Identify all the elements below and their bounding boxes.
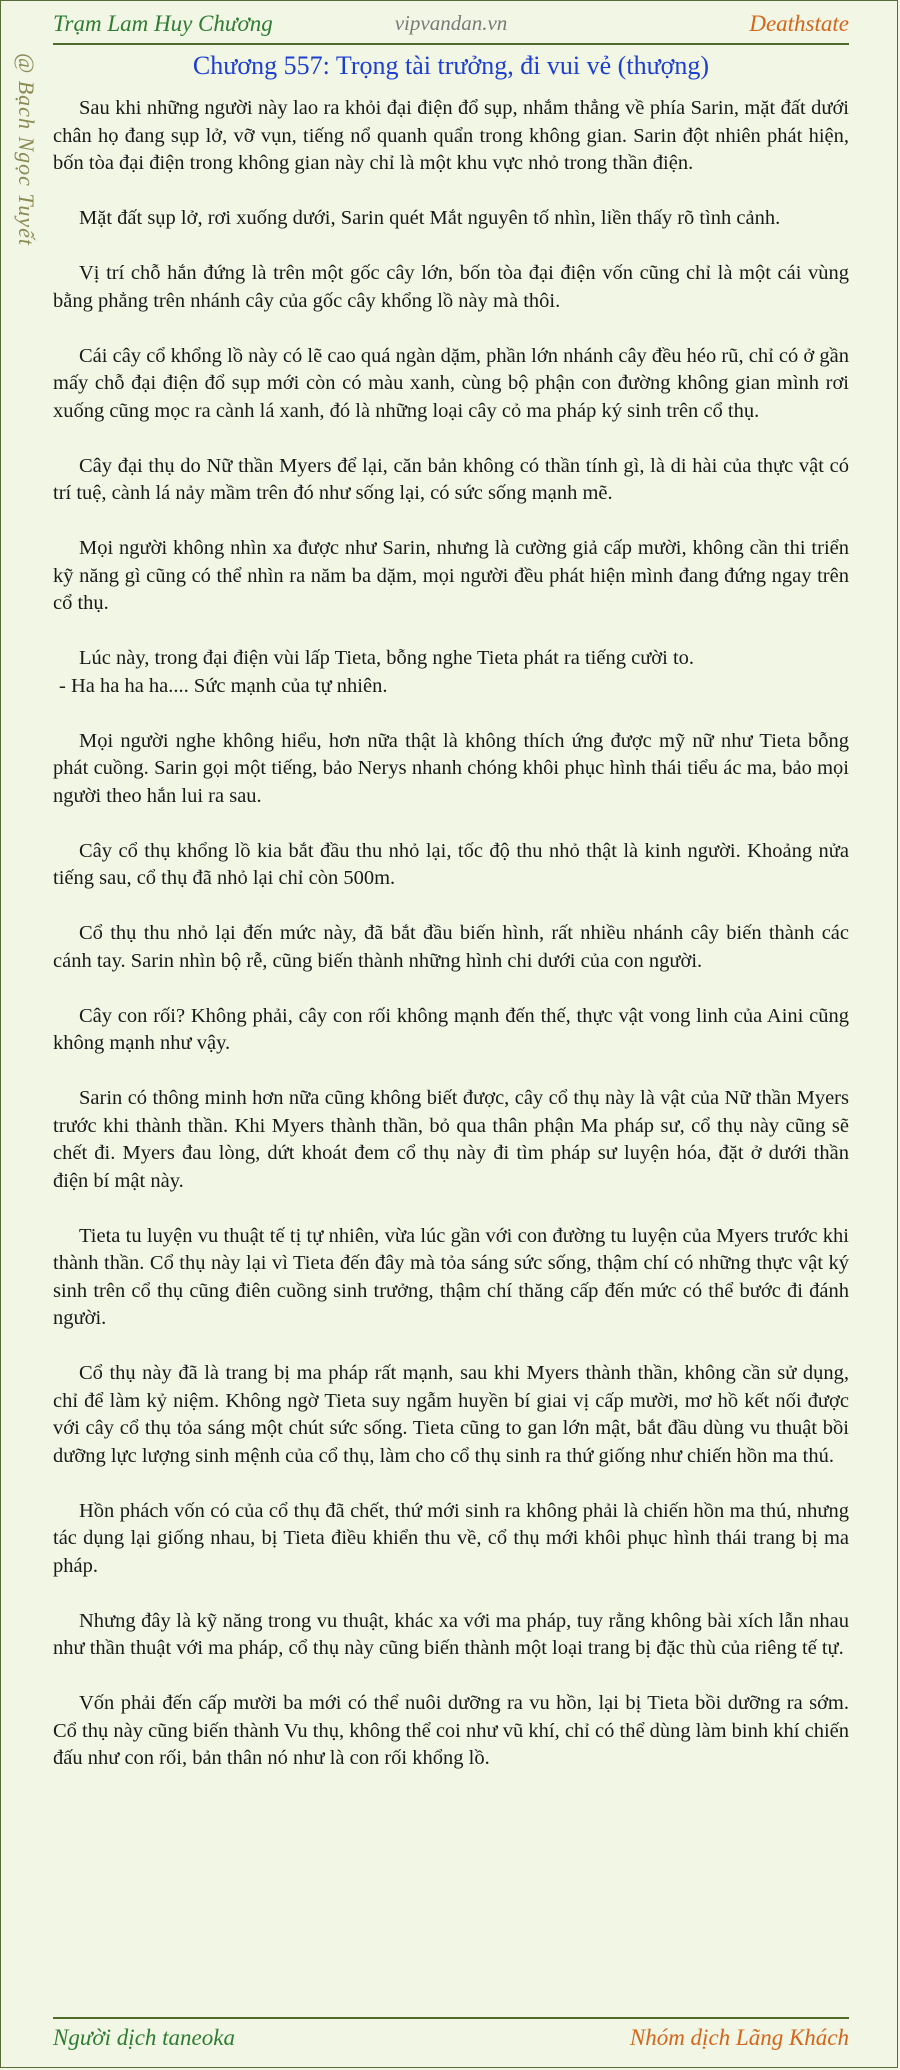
- paragraph: Hồn phách vốn có của cổ thụ đã chết, thứ mới sinh ra không phải là chiến hồn ma thú, nhưng tác dụng lại giống nhau, bị Tieta điều khiển thu về, cổ thụ mới khôi phục hình thái trang bị ma pháp.: [53, 1499, 849, 1577]
- paragraph: Sarin có thông minh hơn nữa cũng không biết được, cây cổ thụ này là vật của Nữ thần Myers trước khi thành thần. Khi Myers thành thần, bỏ qua thân phận Ma pháp sư, cổ thụ này cũng sẽ chết đi. Myers đau lòng, dứt khoát đem cổ thụ này đi tìm pháp sư luyện hóa, đặt ở dưới thần điện bí mật này.: [53, 1087, 849, 1192]
- paragraph: Mọi người không nhìn xa được như Sarin, nhưng là cường giả cấp mười, không cần thi triển kỹ năng gì cũng có thể nhìn ra năm ba dặm, mọi người đều phát hiện mình đang đứng ngay trên cổ thụ.: [53, 537, 849, 614]
- paragraph: Vốn phải đến cấp mười ba mới có thể nuôi dưỡng ra vu hồn, lại bị Tieta bồi dưỡng ra sớm. Cổ thụ này cũng biến thành Vu thụ, không thể coi như vũ khí, chỉ có thể dùng làm binh khí chiến đấu như con rối, bản thân nó như là con rối khổng lồ.: [53, 1692, 849, 1769]
- dialogue-line: - Ha ha ha ha.... Sức mạnh của tự nhiên.: [59, 674, 388, 697]
- header-bar: [53, 7, 849, 45]
- watermark: @ Bạch Ngọc Tuyết: [14, 53, 39, 247]
- chapter-title: Chương 557: Trọng tài trưởng, đi vui vẻ (thượng): [192, 51, 710, 80]
- site-name: Trạm Lam Huy Chương: [53, 11, 273, 36]
- paragraph: Cổ thụ thu nhỏ lại đến mức này, đã bắt đầu biến hình, rất nhiều nhánh cây biến thành các cánh tay. Sarin nhìn bộ rễ, cũng biến thành những hình chi dưới của con người.: [53, 922, 849, 972]
- paragraph: Vị trí chỗ hắn đứng là trên một gốc cây lớn, bốn tòa đại điện vốn cũng chỉ là một cái vùng bằng phẳng trên nhánh cây của gốc cây khổng lồ này mà thôi.: [53, 262, 849, 312]
- paragraph: Cây đại thụ do Nữ thần Myers để lại, căn bản không có thần tính gì, là di hài của thực vật có trí tuệ, cành lá nảy mầm trên đó như sống lại, có sức sống mạnh mẽ.: [53, 454, 849, 504]
- paragraph: Cổ thụ này đã là trang bị ma pháp rất mạnh, sau khi Myers thành thần, không cần sử dụng, chỉ để làm kỷ niệm. Không ngờ Tieta suy ngẫm huyền bí giai vị cấp mười, mơ hồ kết nối được với cây cổ thụ tỏa sáng một chút sức sống. Tieta cũng to gan lớn mật, bắt đầu dùng vu thuật bồi dưỡng lực lượng sinh mệnh của cổ thụ, làm cho cổ thụ sinh ra thứ giống như chiến hồn ma thú.: [53, 1362, 849, 1467]
- translator-credit: Người dịch taneoka: [53, 2025, 235, 2050]
- paragraph: Cây cổ thụ khổng lồ kia bắt đầu thu nhỏ lại, tốc độ thu nhỏ thật là kinh người. Khoảng nửa tiếng sau, cổ thụ đã nhỏ lại chỉ còn 500m.: [53, 839, 849, 889]
- footer-bar: [53, 2017, 849, 2059]
- chapter-content: [53, 45, 849, 2007]
- paragraph: Cây con rối? Không phải, cây con rối không mạnh đến thế, thực vật vong linh của Aini cũng không mạnh như vậy.: [53, 1004, 849, 1054]
- group-credit: Nhóm dịch Lãng Khách: [629, 2025, 849, 2050]
- paragraph: Cái cây cổ khổng lồ này có lẽ cao quá ngàn dặm, phần lớn nhánh cây đều héo rũ, chỉ có ở gần mấy chỗ đại điện đổ sụp mới còn có màu xanh, cùng bộ phận con đường không gian mình rơi xuống cũng mọc ra cành lá xanh, đó là những loại cây cỏ ma pháp ký sinh trên cổ thụ.: [53, 344, 849, 422]
- paragraph: Mặt đất sụp lở, rơi xuống dưới, Sarin quét Mắt nguyên tố nhìn, liền thấy rõ tình cảnh.: [79, 207, 781, 229]
- paragraph: Lúc này, trong đại điện vùi lấp Tieta, bỗng nghe Tieta phát ra tiếng cười to.: [79, 647, 695, 669]
- author-name: Deathstate: [749, 11, 849, 36]
- paragraph: Mọi người nghe không hiểu, hơn nữa thật là không thích ứng được mỹ nữ như Tieta bỗng phát cuồng. Sarin gọi một tiếng, bảo Nerys nhanh chóng khôi phục hình thái tiểu ác ma, bảo mọi người theo hắn lui ra sau.: [53, 729, 849, 807]
- paragraph: Tieta tu luyện vu thuật tế tị tự nhiên, vừa lúc gần với con đường tu luyện của Myers trước khi thành thần. Cổ thụ này lại vì Tieta đến đây mà tỏa sáng sức sống, thậm chí có những thực vật ký sinh trên cổ thụ cũng điên cuồng sinh trưởng, thậm chí thăng cấp đến mức có thể bước đi đánh người.: [53, 1224, 849, 1329]
- paragraph: Sau khi những người này lao ra khỏi đại điện đổ sụp, nhắm thẳng về phía Sarin, mặt đất dưới chân họ đang sụp lở, vỡ vụn, tiếng nổ quanh quẩn trong không gian. Sarin đột nhiên phát hiện, bốn tòa đại điện trong không gian này chỉ là một khu vực nhỏ trong thần điện.: [53, 97, 849, 174]
- paragraph: Nhưng đây là kỹ năng trong vu thuật, khác xa với ma pháp, tuy rằng không bài xích lẫn nhau như thần thuật với ma pháp, cổ thụ này cũng biến thành một loại trang bị đặc thù của riêng tế tự.: [53, 1609, 849, 1659]
- site-url: vipvandan.vn: [394, 11, 508, 35]
